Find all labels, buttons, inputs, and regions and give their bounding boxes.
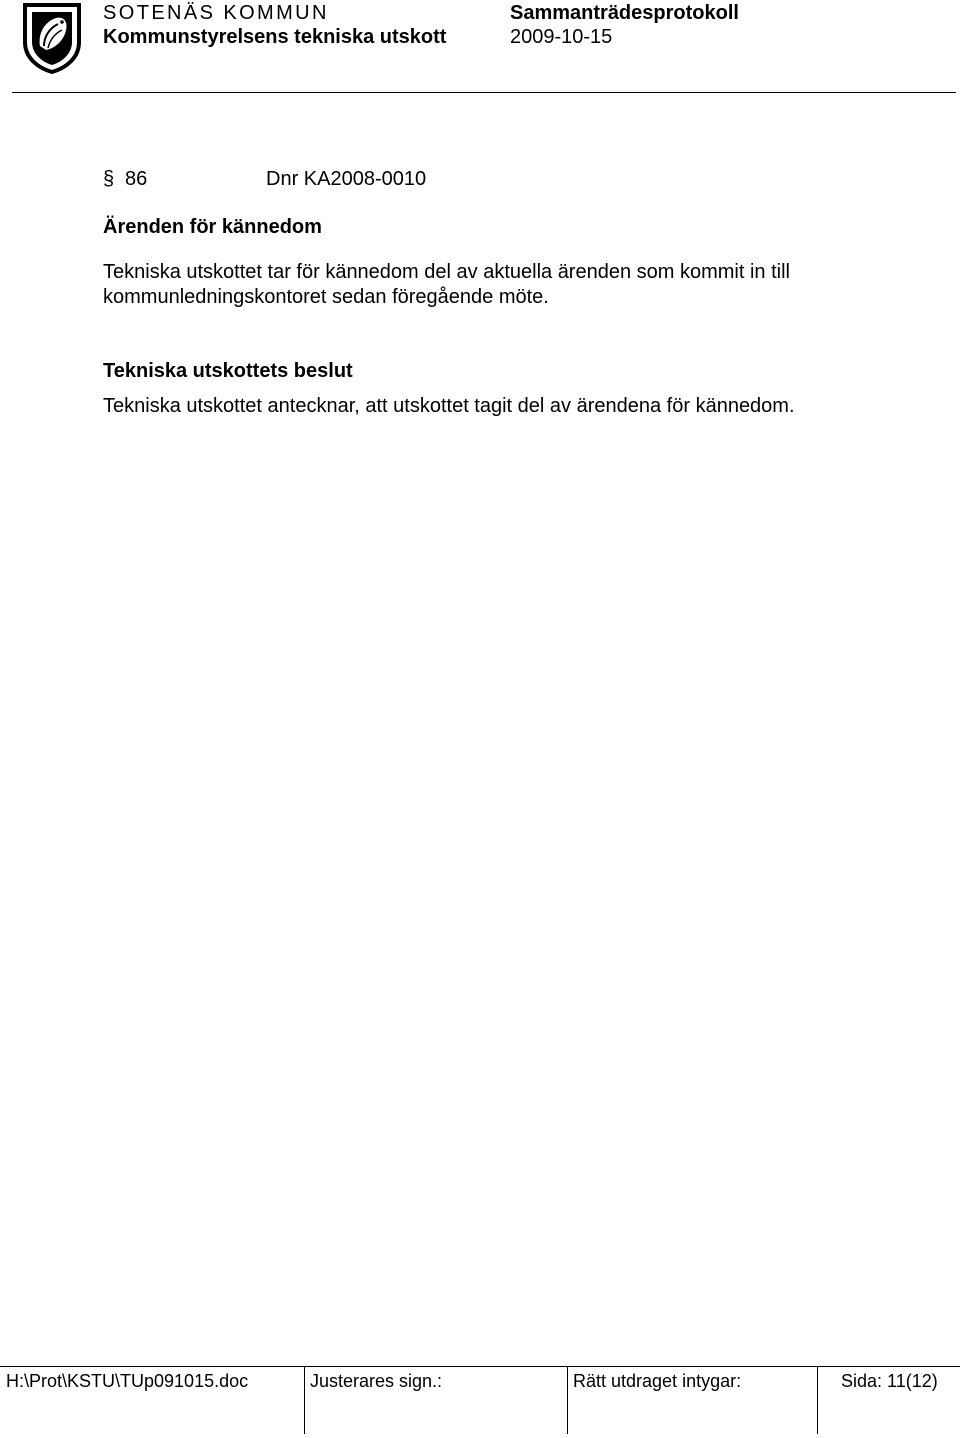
decision-heading: Tekniska utskottets beslut — [103, 360, 353, 382]
header-divider — [12, 92, 956, 93]
body-line-2: kommunledningskontoret sedan föregående möte. — [103, 286, 549, 308]
file-path: H:\Prot\KSTU\TUp091015.doc — [6, 1371, 249, 1391]
page-number: Sida: 11(12) — [841, 1371, 938, 1391]
adjuster-sign-label: Justerares sign.: — [310, 1371, 443, 1391]
section-symbol: § — [103, 168, 115, 190]
body-line-1: Tekniska utskottet tar för kännedom del av aktuella ärenden som kommit in till — [103, 261, 790, 283]
decision-text: Tekniska utskottet antecknar, att utskottet tagit del av ärendena för kännedom. — [103, 395, 795, 417]
organization-name: SOTENÄS KOMMUN — [103, 2, 329, 24]
paragraph-number: 86 — [125, 168, 148, 190]
municipal-crest-icon — [22, 2, 82, 74]
committee-name: Kommunstyrelsens tekniska utskott — [103, 26, 447, 48]
footer-divider — [817, 1367, 818, 1434]
footer-divider — [304, 1367, 305, 1434]
document-type: Sammanträdesprotokoll — [510, 2, 739, 24]
meeting-date: 2009-10-15 — [510, 26, 613, 48]
footer-divider — [567, 1367, 568, 1434]
dnr-reference: Dnr KA2008-0010 — [266, 168, 427, 190]
footer — [0, 1366, 960, 1434]
certified-label: Rätt utdraget intygar: — [573, 1371, 742, 1391]
item-title: Ärenden för kännedom — [103, 216, 322, 238]
